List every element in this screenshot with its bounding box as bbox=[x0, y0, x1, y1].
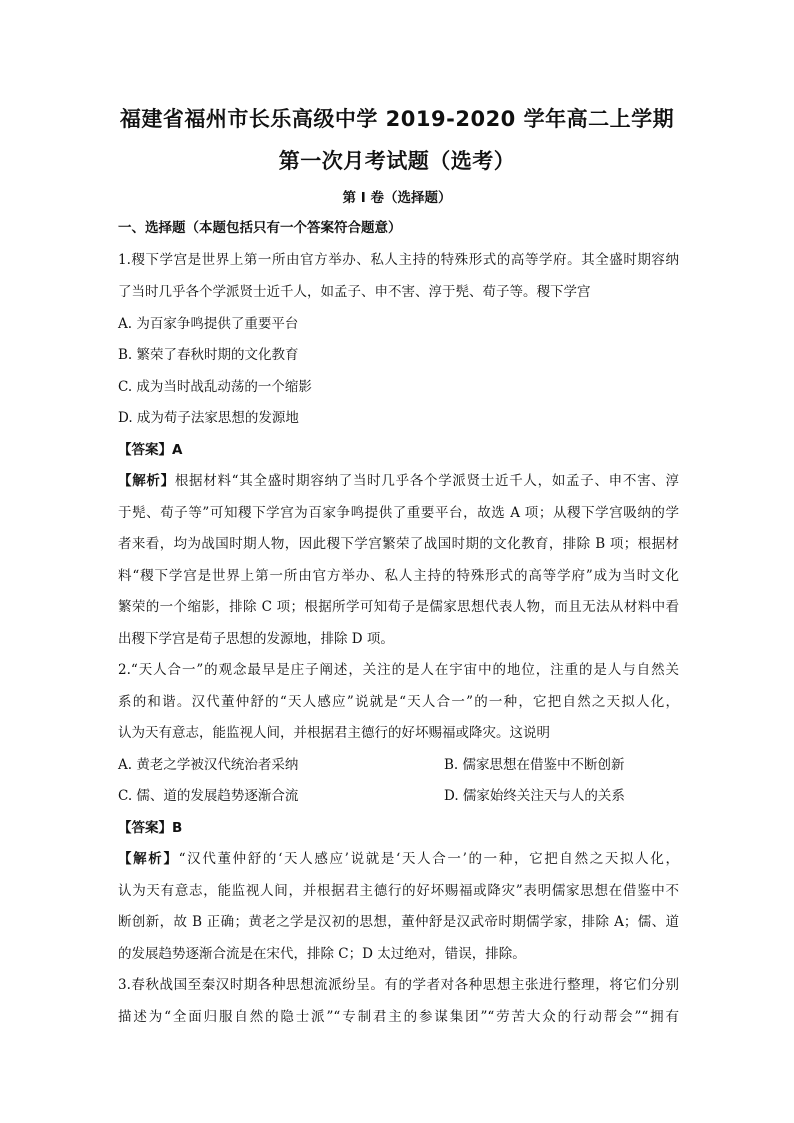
q1-analysis-label: 【解析】 bbox=[118, 473, 175, 489]
q1-analysis-line4: 料“稷下学宫是世界上第一所由官方举办、私人主持的特殊形式的高等学府”成为当时文化 bbox=[118, 568, 679, 584]
q1-analysis-line3: 者来看，均为战国时期人物，因此稷下学宫繁荣了战国时期的文化教育，排除 B 项；根据材 bbox=[118, 536, 679, 552]
q2-option-c: C. 儒、道的发展趋势逐渐合流 bbox=[118, 788, 299, 804]
q2-analysis-line1: 【解析】“汉代董仲舒的‘天人感应’说就是‘天人合一’的一种，它把自然之天拟人化， bbox=[118, 851, 679, 867]
q2-analysis-line3: 断创新，故 B 正确；黄老之学是汉初的思想，董仲舒是汉武帝时期儒学家，排除 A；儒、道 bbox=[118, 914, 679, 930]
q1-answer: 【答案】A bbox=[118, 442, 183, 458]
q2-option-a: A. 黄老之学被汉代统治者采纳 bbox=[118, 757, 299, 773]
q1-analysis-line6: 出稷下学宫是荀子思想的发源地，排除 D 项。 bbox=[118, 631, 394, 647]
q3-stem-line2: 描述为“全面归服自然的隐士派”“专制君主的参谋集团”“劳苦大众的行动帮会”“拥有 bbox=[118, 1009, 679, 1025]
q1-analysis-line2: 于髡、荀子等”可知稷下学宫为百家争鸣提供了重要平台，故选 A 项；从稷下学宫吸纳的学 bbox=[118, 505, 679, 521]
exam-title-line1: 福建省福州市长乐高级中学 2019-2020 学年高二上学期 bbox=[119, 107, 675, 131]
q2-stem-line2: 系的和谐。汉代董仲舒的“天人感应”说就是“天人合一”的一种，它把自然之天拟人化， bbox=[118, 694, 679, 710]
q1-stem-line1: 1.稷下学宫是世界上第一所由官方举办、私人主持的特殊形式的高等学府。其全盛时期容纳 bbox=[118, 252, 679, 268]
q1-option-d: D. 成为荀子法家思想的发源地 bbox=[118, 410, 299, 426]
q1-option-b: B. 繁荣了春秋时期的文化教育 bbox=[118, 347, 299, 363]
q2-analysis-label: 【解析】 bbox=[118, 851, 179, 867]
q1-option-a: A. 为百家争鸣提供了重要平台 bbox=[118, 316, 299, 332]
q2-stem-line3: 认为天有意志，能监视人间，并根据君主德行的好坏赐福或降灾。这说明 bbox=[118, 725, 550, 741]
q2-analysis-line4: 的发展趋势逐渐合流是在宋代，排除 C；D 太过绝对，错误，排除。 bbox=[118, 946, 526, 962]
q1-stem-line2: 了当时几乎各个学派贤士近千人，如孟子、申不害、淳于髡、荀子等。稷下学宫 bbox=[118, 284, 591, 300]
q2-option-b: B. 儒家思想在借鉴中不断创新 bbox=[444, 757, 625, 773]
q2-stem-line1: 2.“天人合一”的观念最早是庄子阐述，关注的是人在宇宙中的地位，注重的是人与自然关 bbox=[118, 662, 679, 678]
q1-analysis-line5: 繁荣的一个缩影，排除 C 项；根据所学可知荀子是儒家思想代表人物，而且无法从材料中看 bbox=[118, 599, 679, 615]
q3-stem-line1: 3.春秋战国至秦汉时期各种思想流派纷呈。有的学者对各种思想主张进行整理，将它们分别 bbox=[118, 977, 679, 993]
q1-analysis-line1: 【解析】根据材料“其全盛时期容纳了当时几乎各个学派贤士近千人，如孟子、申不害、淳 bbox=[118, 473, 680, 489]
section-heading: 一、选择题（本题包括只有一个答案符合题意） bbox=[118, 220, 402, 236]
q2-analysis-line2: 认为天有意志，能监视人间，并根据君主德行的好坏赐福或降灾”表明儒家思想在借鉴中不 bbox=[118, 883, 679, 899]
q2-option-d: D. 儒家始终关注天与人的关系 bbox=[444, 788, 625, 804]
volume-label: 第 I 卷（选择题） bbox=[342, 190, 452, 206]
exam-title-line2: 第一次月考试题（选考） bbox=[278, 149, 516, 173]
q2-answer: 【答案】B bbox=[118, 820, 183, 836]
q1-option-c: C. 成为当时战乱动荡的一个缩影 bbox=[118, 379, 312, 395]
